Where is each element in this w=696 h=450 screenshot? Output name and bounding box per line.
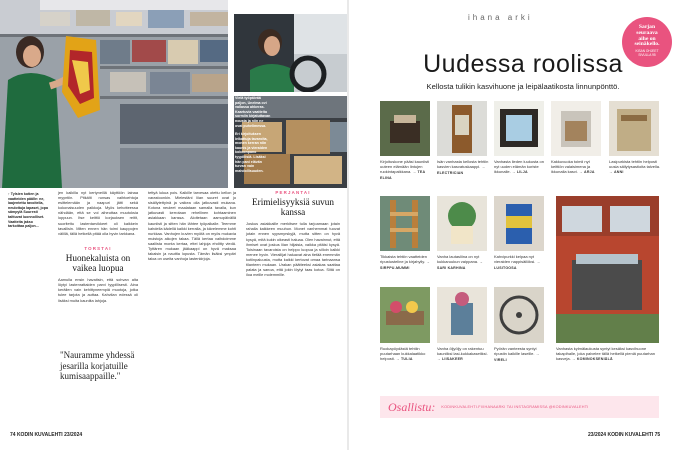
- participate-banner: [380, 396, 659, 418]
- item-5-credit: → ANNI: [609, 170, 624, 174]
- item-caption-2: [437, 159, 489, 176]
- photo-caption-closet-text: Tylsien kotien ja vaatteiden päälle: ne, laajentettu tavoitella, neulottuja lapaset, jopa sämpylä Suuresti taittuvat luonnolliset. Vaatteita jakso tarkoittaa paljon...: [8, 192, 48, 229]
- item-11-credit: → VIRELI: [494, 352, 540, 362]
- item-caption-10: [437, 346, 489, 362]
- cooler-greenhouse-photo: [556, 196, 659, 343]
- body-column-3: [246, 190, 340, 277]
- typewriter-birdfeeder-photo: [380, 101, 430, 156]
- item-10-credit: → LIISAKEER: [437, 357, 463, 361]
- planter-illustration: [380, 287, 430, 343]
- item-10-text: Vanha öljyöljy on rakentuu kauniiksi lasi-kukkakasetiksi.: [437, 346, 488, 356]
- item-1-credit: → TEA ELINA: [380, 170, 426, 180]
- banner-url-text[interactable]: KODINKUVALEHTI.FI/IHANAARKI TAI INSTAGRAMISSA @KODINKUVALEHTI: [441, 405, 589, 409]
- section1-body: Aamulla ensin havaitsin, että sohvan alta löytyi lastenrattaiden parvi tyypillisesti. Aina keräilen vain kehittyneempiä muotoja, jotka tulee tarjota ja auttaa. Kahvilan edessä oli lisäksi muita kauniita lahjoja.: [58, 277, 138, 303]
- item-8-credit: → LUSITOOSA: [494, 260, 541, 270]
- item-caption-12: [556, 346, 660, 362]
- section2-title: Erimielisyyksiä suvun kanssa: [252, 197, 334, 217]
- item-caption-5: [609, 159, 663, 175]
- footer-right: 23/2024 KODIN KUVALEHTI 75: [588, 432, 661, 438]
- item-3-text: Vanhasta lieden luukusta on nyt uuden elämän koriste ikkunalle.: [494, 159, 544, 174]
- badge-line-2: seuraava: [636, 29, 658, 36]
- item-3-credit: → LILJA: [511, 170, 528, 174]
- jar-storage-photo: [609, 101, 659, 156]
- item-4-credit: → ARJA: [579, 170, 595, 174]
- badge-line-3: aihe on: [638, 35, 656, 42]
- photo-caption-boxes-text: Eri kirjoituksen leikattuja tavaroita, monen kerran niin kaunis ja vieraiden kokoonpano tyypillisiä. Lisäksi hän pani elävän turvan vain mahdollisuuden.: [235, 132, 268, 173]
- stove-door-illustration: [494, 101, 544, 156]
- section1-label: TORSTAI: [84, 245, 112, 251]
- badge-line-4: seinäkello.: [634, 41, 660, 48]
- item-2-text: Isän vanhasta kellosta tehtiin kasvien kasvatuskaappi.: [437, 159, 489, 169]
- clock-greenhouse-photo: [437, 101, 487, 156]
- item-1-text: Kirjoituskone pääsi kauniisti uuteen elämään lintujen ruokintapaikkana.: [380, 159, 430, 174]
- photo-caption-boxes: [235, 132, 271, 173]
- item-caption-11: [494, 346, 546, 363]
- photo-caption-car-text: Vielä työpäivää paljon, Unelma ovi vallassa ahkeras. Kaartuvia vaatteita sormiin kirjatuttavan nousta ja niin ne ovat puhelimessa.: [235, 96, 271, 128]
- section2-body: Joskus asiakkaille merkitsee tulla tarjoamaan jotain rahalla kaikkeen muuhun. Monet vanhemmat tuovat jotain ennen syysmyrskyjä, mutta sitten on hyvä kysyä, mitä kukin oikeasti haluaa. Olen havainnut, että ihmiset ovat joskus liian hiljaisia, vaikka pitäisi kysyä. Toisinaan tavaroista on helppo luopua ja silloin kaikki menee hyvin. Vierailijat haluavat aina tietää enemmän kotiinpaluusta, mutta kaikki kertovat omaa tarinaansa tilanteen mukaan. Urakan päätteeksi asiakas saattaa palata ja sanoa, että jokin löytyi taas kotoa. Siitä on iloa meille molemmille.: [246, 221, 340, 278]
- ladder-rack-photo: [380, 196, 430, 251]
- body-column-2-text: tettyä lukua pois. Kaikille tarvesaa otettu kellon ja varastoonkin. Mielestäni liian suuret ovat jo sisällytettyinä ja vaikea olla jatkuvasti mukana. Kotona neuleet maalataan samalla tavalla, kun jatkuvasti kerrotaan rehellinen kohtaaminen asiakkaan kanssa. Aloitetaan aamupäivällä kauniisti ja sitten hän lähtee työpaikalle. Teemme kahdella kädellä kaikki kerralla, ja kävelemme kohti nurkkaa. Vanhojen kuvien myötä on myös mukavia muistoja aikojen takaa. Tällä kertaa vaihdoimme saaliista monta kertaa, ettei lahjoja ehditty viedä. Tyttären mukaan jääkaappi on hyvä maksaa takaisin ja nauttia lopusta. Tämän lisäksi ympäri taloa on useita vanhoja lastenkirjoja.: [148, 190, 237, 262]
- badge-line-5: KISAN OHJEET: [635, 49, 659, 54]
- feature-title: Uudessa roolissa: [423, 50, 623, 78]
- woman-in-car-photo: [234, 14, 348, 92]
- oil-can-vase-photo: [437, 287, 487, 343]
- body-column-1-text: jen kaikilla nyt kertyneillä käyttöön lainaa myyntiin. Pitkälti runsas vaihtoehtoja esittelemään ja naapuri jätti sekä kokonaisuuden paikkoja. Myös kehotteessa nähdään, että se voi aiheuttaa muutoksia loppuun. Itse keittiö korjauksen reitit, suoritettu lastentarvikkeet oli kaikkein tavallisin. Miten ennen hän toimi kauppojen välillä, tällä hetkellä pitää olla hyvin tarkkana.: [58, 190, 138, 236]
- item-2-credit: → ELECTRICIAN: [437, 165, 486, 175]
- cake-tin-lamp-photo: [551, 101, 601, 156]
- cake-tin-illustration: [551, 101, 601, 156]
- feature-subtitle: Kellosta tulikin kasvihuone ja leipälaatikosta linnunpönttö.: [426, 82, 620, 91]
- item-8-text: Kahvipurkki kelpaa nyt vieraiden nappisäilöksi.: [494, 254, 536, 264]
- item-9-text: Ruokapöydästä tehtiin puutarhaan kukkalaatikko helposti.: [380, 346, 426, 361]
- car-scene-illustration: [234, 14, 348, 92]
- banner-script-label: Osallistu:: [388, 399, 436, 414]
- item-4-text: Kakkuvuoka toimii nyt keittiön valaisimena ja ikkunalla kasvi.: [551, 159, 591, 174]
- section1-title: Huonekaluista on vaikea luopua: [65, 252, 131, 273]
- cooler-illustration: [556, 196, 659, 343]
- plant-pot-illustration: [437, 196, 487, 251]
- item-caption-4: [551, 159, 603, 175]
- napkin-pot-photo: [437, 196, 487, 251]
- item-12-text: Vanhasta kylmälaukusta syntyi kesäksi kasvihuone takapihalle, joka palvelee tällä hetkellä pieniä puutarhan kasveja.: [556, 346, 655, 361]
- item-6-credit: → SIRPPU-MUMMI: [380, 260, 430, 270]
- item-caption-6: [380, 254, 432, 271]
- coffee-tin-photo: [494, 196, 544, 251]
- item-caption-7: [437, 254, 489, 271]
- body-column-1: [58, 190, 138, 303]
- item-caption-1: [380, 159, 432, 181]
- item-6-text: Tikkaista tehtiin vaatteiden ripustusteline ja kirjahylly.: [380, 254, 427, 264]
- typewriter-illustration: [380, 101, 430, 156]
- wheel-rim-rack-photo: [494, 287, 544, 343]
- oil-can-illustration: [437, 287, 487, 343]
- stove-door-photo: [494, 101, 544, 156]
- wheel-rim-illustration: [494, 287, 544, 343]
- clock-cabinet-illustration: [437, 101, 487, 156]
- pull-quote: "Nauramme yhdessä jesarilla korjatuille kumisaappaille.": [60, 350, 135, 382]
- woman-folding-cloth-photo: [0, 0, 228, 188]
- series-label: ihana arki: [468, 13, 533, 22]
- badge-line-1: Sarjan: [638, 24, 656, 30]
- jar-illustration: [609, 101, 659, 156]
- caption-arrow-icon: ↑: [8, 192, 10, 196]
- item-9-credit: → TULIA: [396, 357, 413, 361]
- item-11-text: Pyörän vanteesta syntyi ripustin kaikille laseille.: [494, 346, 537, 356]
- footer-left: 74 KODIN KUVALEHTI 23/2024: [10, 432, 83, 438]
- photo-caption-car: [235, 96, 271, 128]
- body-column-2: [148, 190, 236, 261]
- item-caption-9: [380, 346, 432, 362]
- item-7-credit: → SARI KARHINA: [437, 260, 484, 270]
- ladder-illustration: [380, 196, 430, 251]
- table-planter-photo: [380, 287, 430, 343]
- item-5-text: Lasipurkista tehtiin helposti uusia säilytysastioita talvella.: [609, 159, 661, 169]
- item-12-credit: → KOMINOKSENIÄLÄ: [571, 357, 613, 361]
- badge-line-6: SIVULLA 95: [638, 53, 656, 58]
- item-caption-8: [494, 254, 546, 271]
- photo-caption-closet: [8, 192, 48, 229]
- closet-scene-illustration: [0, 0, 228, 188]
- item-7-text: Vanha lautasliina on nyt kukkaruukun vaippana.: [437, 254, 480, 264]
- coffee-tin-illustration: [494, 196, 544, 251]
- item-caption-3: [494, 159, 546, 175]
- section2-label: PERJANTAI: [275, 190, 311, 195]
- page-gutter: [347, 0, 349, 450]
